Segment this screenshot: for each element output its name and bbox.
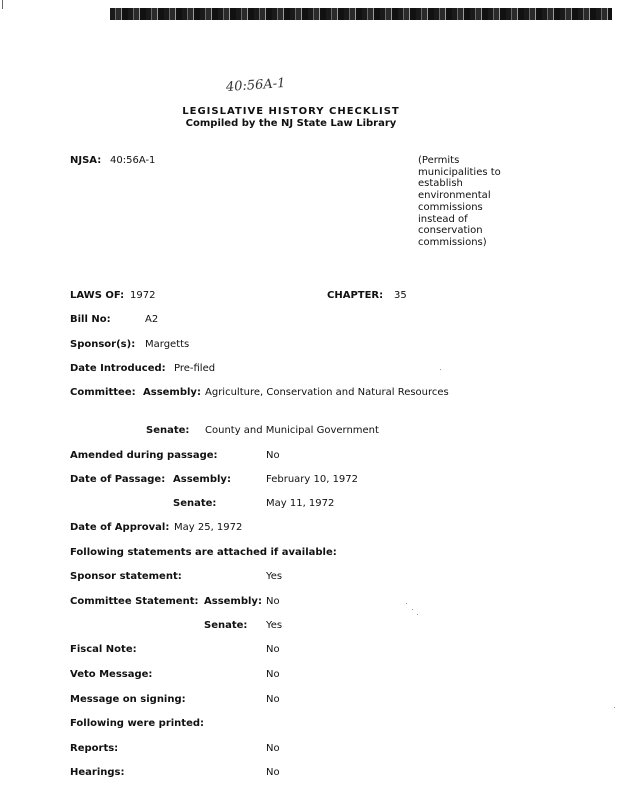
committee-statement-assembly-label: Assembly:	[204, 596, 262, 607]
description-line: environmental	[418, 190, 491, 202]
sponsor-value: Margetts	[145, 339, 190, 350]
veto-message-label: Veto Message:	[70, 669, 153, 680]
bill-no-value: A2	[145, 314, 159, 325]
date-of-passage-label: Date of Passage:	[70, 474, 166, 485]
handwritten-statute-number: 40:56A-1	[225, 75, 286, 96]
committee-statement-senate-value: Yes	[266, 620, 283, 631]
reports-value: No	[266, 743, 280, 754]
description-line: instead of	[418, 213, 468, 225]
committee-statement-assembly-value: No	[266, 596, 280, 607]
message-on-signing-value: No	[266, 694, 280, 705]
njsa-value: 40:56A-1	[110, 155, 156, 166]
description-line: establish	[418, 178, 463, 190]
passage-assembly-label: Assembly:	[173, 474, 231, 485]
scan-speck	[417, 614, 418, 615]
following-attached-heading: Following statements are attached if available:	[70, 547, 337, 558]
passage-senate-value: May 11, 1972	[266, 498, 335, 509]
sponsor-statement-label: Sponsor statement:	[70, 571, 182, 582]
veto-message-value: No	[266, 669, 280, 680]
scan-speck	[412, 609, 413, 610]
date-introduced-label: Date Introduced:	[70, 363, 166, 374]
reports-label: Reports:	[70, 743, 119, 754]
committee-assembly-label: Assembly:	[143, 387, 201, 398]
committee-statement-label: Committee Statement:	[70, 596, 199, 607]
committee-senate-label: Senate:	[146, 425, 190, 436]
description-line: commissions)	[418, 236, 487, 248]
scan-speck	[440, 369, 441, 370]
committee-assembly-value: Agriculture, Conservation and Natural Resources	[205, 387, 449, 398]
law-description	[418, 155, 518, 249]
scan-speck	[406, 603, 407, 604]
description-line: municipalities to	[418, 166, 501, 178]
sponsor-label: Sponsor(s):	[70, 339, 136, 350]
scan-corner-mark	[2, 0, 3, 9]
date-of-approval-label: Date of Approval:	[70, 522, 170, 533]
bill-no-label: Bill No:	[70, 314, 111, 325]
hearings-label: Hearings:	[70, 767, 125, 778]
date-of-approval-value: May 25, 1972	[174, 522, 243, 533]
sponsor-statement-value: Yes	[266, 571, 283, 582]
description-line: commissions	[418, 201, 483, 213]
chapter-label: CHAPTER:	[327, 290, 384, 301]
amended-label: Amended during passage:	[70, 450, 218, 461]
page-subtitle: Compiled by the NJ State Law Library	[185, 118, 397, 129]
passage-assembly-value: February 10, 1972	[266, 474, 359, 485]
page-title: LEGISLATIVE HISTORY CHECKLIST	[182, 106, 400, 117]
njsa-label: NJSA:	[70, 155, 102, 166]
amended-value: No	[266, 450, 280, 461]
description-line: (Permits	[418, 155, 460, 166]
passage-senate-label: Senate:	[173, 498, 217, 509]
fiscal-note-value: No	[266, 644, 280, 655]
scan-artifact-bar	[110, 8, 612, 20]
laws-of-value: 1972	[130, 290, 156, 301]
following-printed-heading: Following were printed:	[70, 718, 205, 729]
scan-speck	[614, 707, 615, 708]
laws-of-label: LAWS OF:	[70, 290, 125, 301]
description-line: conservation	[418, 225, 483, 237]
committee-senate-value: County and Municipal Government	[205, 425, 379, 436]
committee-statement-senate-label: Senate:	[204, 620, 248, 631]
fiscal-note-label: Fiscal Note:	[70, 644, 137, 655]
message-on-signing-label: Message on signing:	[70, 694, 186, 705]
committee-label: Committee:	[70, 387, 136, 398]
date-introduced-value: Pre-filed	[174, 363, 216, 374]
chapter-value: 35	[394, 290, 407, 301]
hearings-value: No	[266, 767, 280, 778]
